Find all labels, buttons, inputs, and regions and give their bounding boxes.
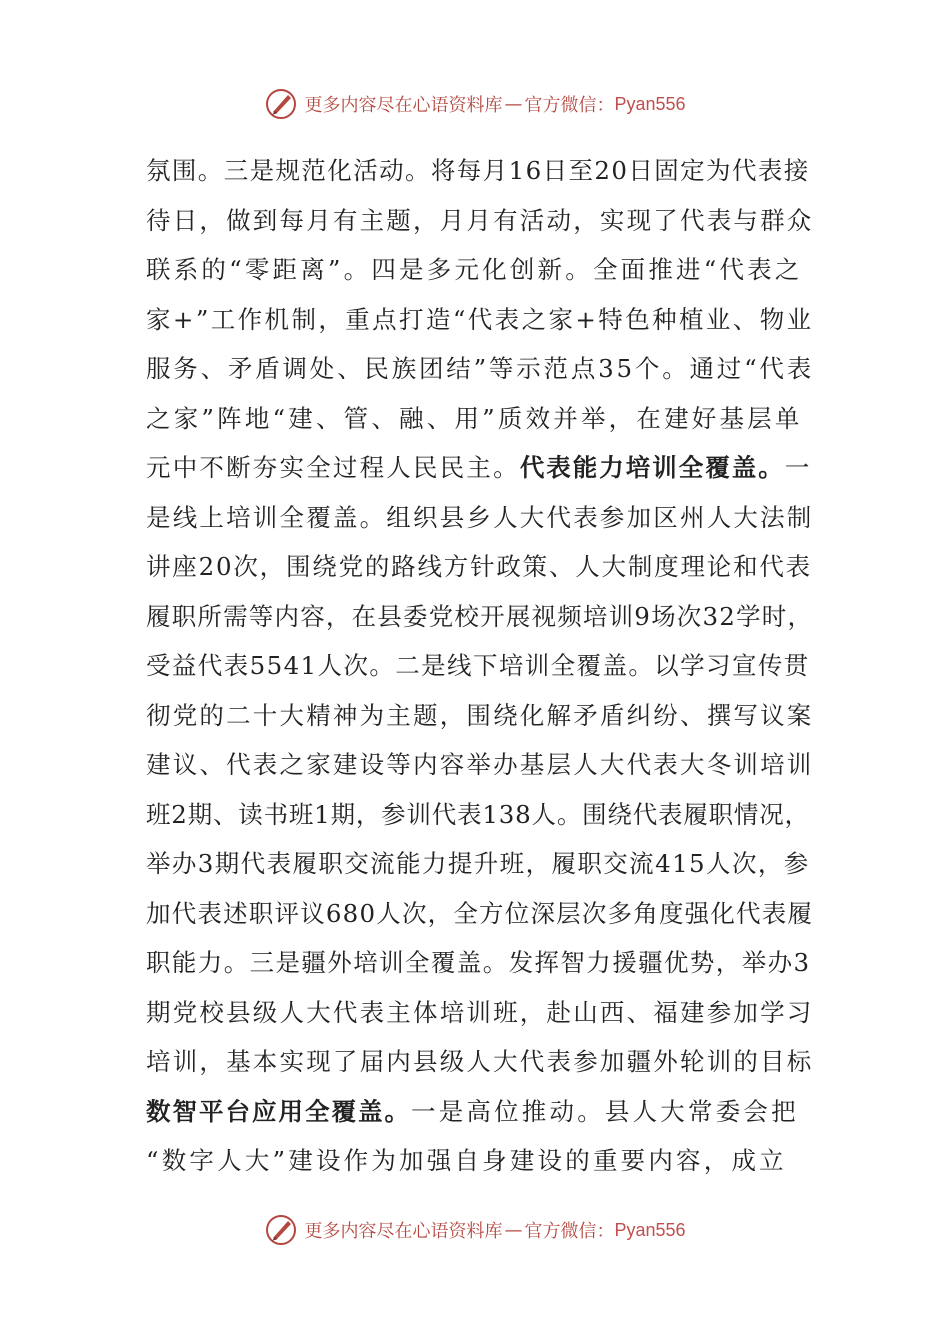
- body-text: 待日，做到每月有主题，月月有活动，实现了代表与群众: [146, 205, 814, 235]
- text-line: [146, 196, 814, 246]
- text-line: [146, 691, 814, 741]
- text-line: [146, 839, 811, 889]
- body-text: 彻党的二十大精神为主题，围绕化解矛盾纠纷、撰写议案: [146, 700, 814, 730]
- body-text: 氛围。三是规范化活动。将每月16日至20日固定为代表接: [146, 156, 810, 185]
- body-text: 一: [784, 453, 812, 482]
- text-line: [146, 790, 811, 840]
- text-line: [146, 988, 814, 1038]
- body-text: 履职所需等内容，在县委党校开展视频培训9场次32学时，: [146, 601, 814, 631]
- document-body: [146, 146, 815, 1186]
- text-line: [146, 245, 811, 295]
- body-text: 之家”阵地“建、管、融、用”质效并举，在建好基层单: [146, 403, 803, 433]
- body-text: 一是高位推动。县人大常委会把: [411, 1096, 799, 1126]
- text-line: [146, 295, 814, 345]
- text-line: [146, 592, 814, 642]
- header-banner: [0, 84, 950, 124]
- text-line: [146, 344, 815, 394]
- bold-heading-text: 代表能力培训全覆盖。: [519, 453, 785, 482]
- body-text: 元中不断夯实全过程人民民主。: [146, 453, 520, 482]
- body-text: 建议、代表之家建设等内容举办基层人大代表大冬训培训: [146, 750, 814, 779]
- body-text: 讲座20次，围绕党的路线方针政策、人大制度理论和代表: [146, 552, 812, 581]
- footer-banner: [0, 1210, 950, 1250]
- text-line: [146, 1136, 811, 1186]
- banner-separator: —: [504, 1219, 523, 1241]
- banner-site-text: 更多内容尽在心语资料库: [304, 1221, 503, 1242]
- body-text: 受益代表5541人次。二是线下培训全覆盖。以学习宣传贯: [146, 651, 810, 680]
- body-text: 服务、矛盾调处、民族团结”等示范点35个。通过“代表: [146, 354, 815, 383]
- body-text: 举办3期代表履职交流能力提升班，履职交流415人次，参: [146, 849, 810, 878]
- quill-pen-logo-icon: [264, 1213, 298, 1247]
- text-line: [146, 394, 811, 444]
- banner-separator: —: [504, 93, 523, 115]
- text-line: [146, 542, 811, 592]
- banner-wechat-label: 官方微信：: [524, 95, 615, 116]
- text-line: [146, 1087, 811, 1137]
- banner-wechat-id: Pyan556: [614, 1219, 686, 1240]
- body-text: “数字人大”建设作为加强自身建设的重要内容，成立: [146, 1146, 787, 1175]
- banner-site-text: 更多内容尽在心语资料库: [304, 95, 503, 116]
- quill-pen-logo-icon: [264, 87, 298, 121]
- text-line: [146, 1037, 814, 1087]
- body-text: 班2期、读书班1期，参训代表138人。围绕代表履职情况，: [146, 799, 810, 829]
- text-line: [146, 146, 811, 196]
- text-line: [146, 493, 814, 543]
- body-text: 加代表述职评议680人次，全方位深层次多角度强化代表履: [146, 898, 814, 928]
- body-text: 家+”工作机制，重点打造“代表之家+特色种植业、物业: [146, 304, 814, 334]
- body-text: 职能力。三是疆外培训全覆盖。发挥智力援疆优势，举办3: [146, 948, 811, 977]
- bold-heading-text: 数智平台应用全覆盖。: [146, 1096, 411, 1126]
- body-text: 期党校县级人大代表主体培训班，赴山西、福建参加学习: [146, 997, 814, 1027]
- text-line: [146, 889, 814, 939]
- text-line: [146, 938, 811, 988]
- text-line: [146, 740, 814, 790]
- body-text: 联系的“零距离”。四是多元化创新。全面推进“代表之: [146, 255, 803, 284]
- body-text: 培训，基本实现了届内县级人大代表参加疆外轮训的目标: [146, 1047, 814, 1076]
- body-text: 是线上培训全覆盖。组织县乡人大代表参加区州人大法制: [146, 502, 814, 532]
- banner-wechat-label: 官方微信：: [524, 1221, 615, 1242]
- banner-wechat-id: Pyan556: [614, 93, 686, 114]
- text-line: [146, 641, 811, 691]
- text-line: [146, 443, 811, 493]
